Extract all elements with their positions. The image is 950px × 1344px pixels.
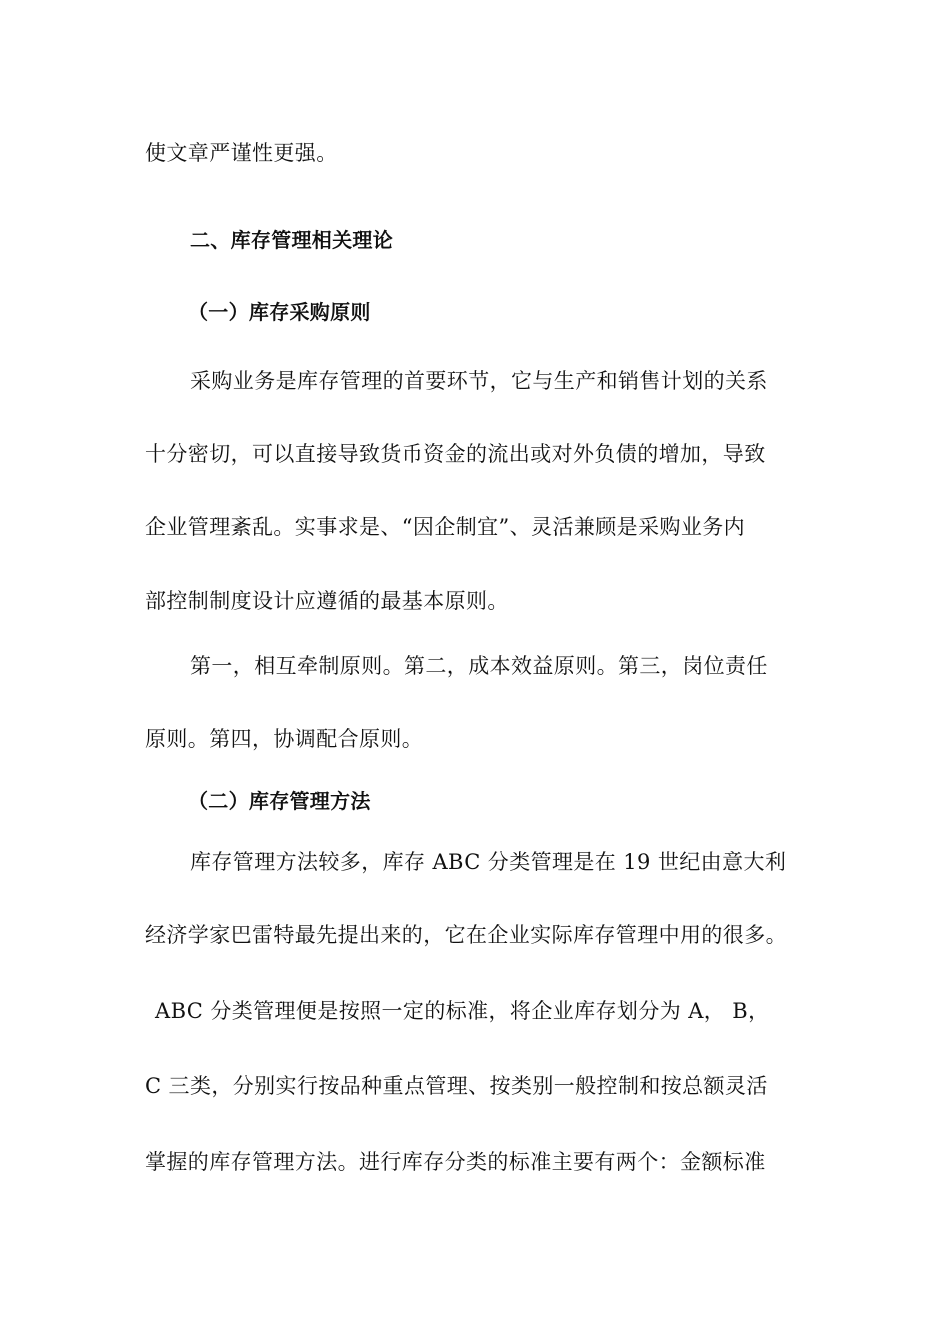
paragraph-line: 采购业务是库存管理的首要环节，它与生产和销售计划的关系 (190, 369, 768, 393)
paragraph-line: 企业管理紊乱。实事求是、“因企制宜”、灵活兼顾是采购业务内 (145, 515, 746, 539)
paragraph-line: 部控制制度设计应遵循的最基本原则。 (145, 589, 509, 613)
paragraph-line: 库存管理方法较多，库存 ABC 分类管理是在 19 世纪由意大利 (190, 850, 787, 874)
subsection-heading: （一）库存采购原则 (188, 300, 371, 324)
paragraph-line: 使文章严谨性更强。 (145, 141, 338, 165)
paragraph-line: 原则。第四，协调配合原则。 (145, 727, 424, 751)
paragraph-line: 十分密切，可以直接导致货币资金的流出或对外负债的增加，导致 (145, 442, 766, 466)
subsection-heading: （二）库存管理方法 (188, 789, 371, 813)
paragraph-line: 经济学家巴雷特最先提出来的，它在企业实际库存管理中用的很多。 (145, 923, 787, 947)
paragraph-line: 掌握的库存管理方法。进行库存分类的标准主要有两个：金额标准 (145, 1150, 766, 1174)
paragraph-line: 第一，相互牵制原则。第二，成本效益原则。第三，岗位责任 (190, 654, 768, 678)
paragraph-line: ABC 分类管理便是按照一定的标准，将企业库存划分为 A， B， (155, 999, 770, 1023)
section-heading: 二、库存管理相关理论 (190, 228, 393, 252)
paragraph-line: C 三类，分别实行按品种重点管理、按类别一般控制和按总额灵活 (145, 1074, 768, 1098)
